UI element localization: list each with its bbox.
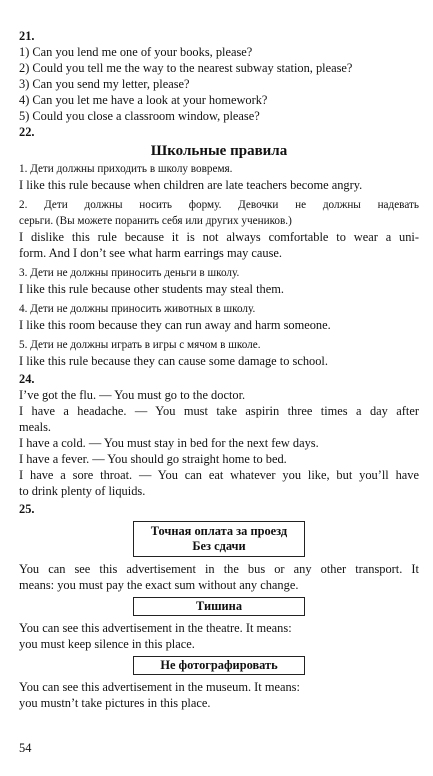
rule-1-ru: 1. Дети должны приходить в школу вовремя.: [19, 163, 233, 175]
rule-3-en: I like this rule because other students may steal them.: [19, 282, 284, 296]
ex24-line-1: I’ve got the flu. — You must go to the doctor.: [19, 388, 246, 402]
ex24-line-6: I have a sore throat. — You can eat whatever you like, but you’ll have: [19, 468, 419, 482]
ex25-text-1-line-2: means: you must pay the exact sum without any change.: [19, 578, 299, 592]
rule-3-ru: 3. Дети не должны приносить деньги в школу.: [19, 267, 240, 279]
rule-4-ru: 4. Дети не должны приносить животных в школу.: [19, 303, 256, 315]
page-number: 54: [19, 741, 32, 755]
exact-fare-sign-line-1: Точная оплата за проезд: [150, 524, 288, 538]
ex21-line-2: 2) Could you tell me the way to the nearest subway station, please?: [19, 61, 353, 75]
exercise-22-number: 22.: [19, 125, 35, 139]
exact-fare-sign-line-2: Без сдачи: [192, 539, 246, 553]
ex24-line-5: I have a fever. — You should go straight home to bed.: [19, 452, 287, 466]
rule-2-en-line-2: form. And I don’t see what harm earrings may cause.: [19, 246, 282, 260]
rule-2-en-line-1: I dislike this rule because it is not always comfortable to wear a uni-: [19, 230, 419, 244]
exercise-24-number: 24.: [19, 372, 35, 386]
no-photo-sign: Не фотографировать: [133, 656, 305, 675]
ex21-line-4: 4) Can you let me have a look at your homework?: [19, 93, 268, 107]
rule-5-ru: 5. Дети не должны играть в игры с мячом в школе.: [19, 339, 261, 351]
exercise-25-number: 25.: [19, 502, 35, 516]
ex24-line-4: I have a cold. — You must stay in bed for the next few days.: [19, 436, 319, 450]
ex24-line-3: meals.: [19, 420, 51, 434]
ex25-text-1-line-1: You can see this advertisement in the bus or any other transport. It: [19, 562, 419, 576]
exact-fare-sign: [133, 521, 305, 557]
silence-sign: Тишина: [133, 597, 305, 616]
ex25-text-3-line-2: you mustn’t take pictures in this place.: [19, 696, 211, 710]
ex24-line-7: to drink plenty of liquids.: [19, 484, 146, 498]
ex21-line-5: 5) Could you close a classroom window, please?: [19, 109, 260, 123]
rule-2-ru-line-1: 2. Дети должны носить форму. Девочки не должны надевать: [19, 199, 419, 211]
exercise-21-number: 21.: [19, 29, 35, 43]
ex25-text-2-line-2: you must keep silence in this place.: [19, 637, 195, 651]
ex25-text-2-line-1: You can see this advertisement in the theatre. It means:: [19, 621, 292, 635]
rule-2-ru-line-2: серьги. (Вы можете поранить себя или других учеников.): [19, 215, 292, 227]
rule-5-en: I like this rule because they can cause some damage to school.: [19, 354, 328, 368]
school-rules-title: Школьные правила: [150, 143, 288, 159]
rule-1-en: I like this rule because when children are late teachers become angry.: [19, 178, 363, 192]
ex21-line-3: 3) Can you send my letter, please?: [19, 77, 190, 91]
rule-4-en: I like this room because they can run away and harm someone.: [19, 318, 331, 332]
ex25-text-3-line-1: You can see this advertisement in the museum. It means:: [19, 680, 300, 694]
ex21-line-1: 1) Can you lend me one of your books, please?: [19, 45, 253, 59]
ex24-line-2: I have a headache. — You must take aspirin three times a day after: [19, 404, 419, 418]
